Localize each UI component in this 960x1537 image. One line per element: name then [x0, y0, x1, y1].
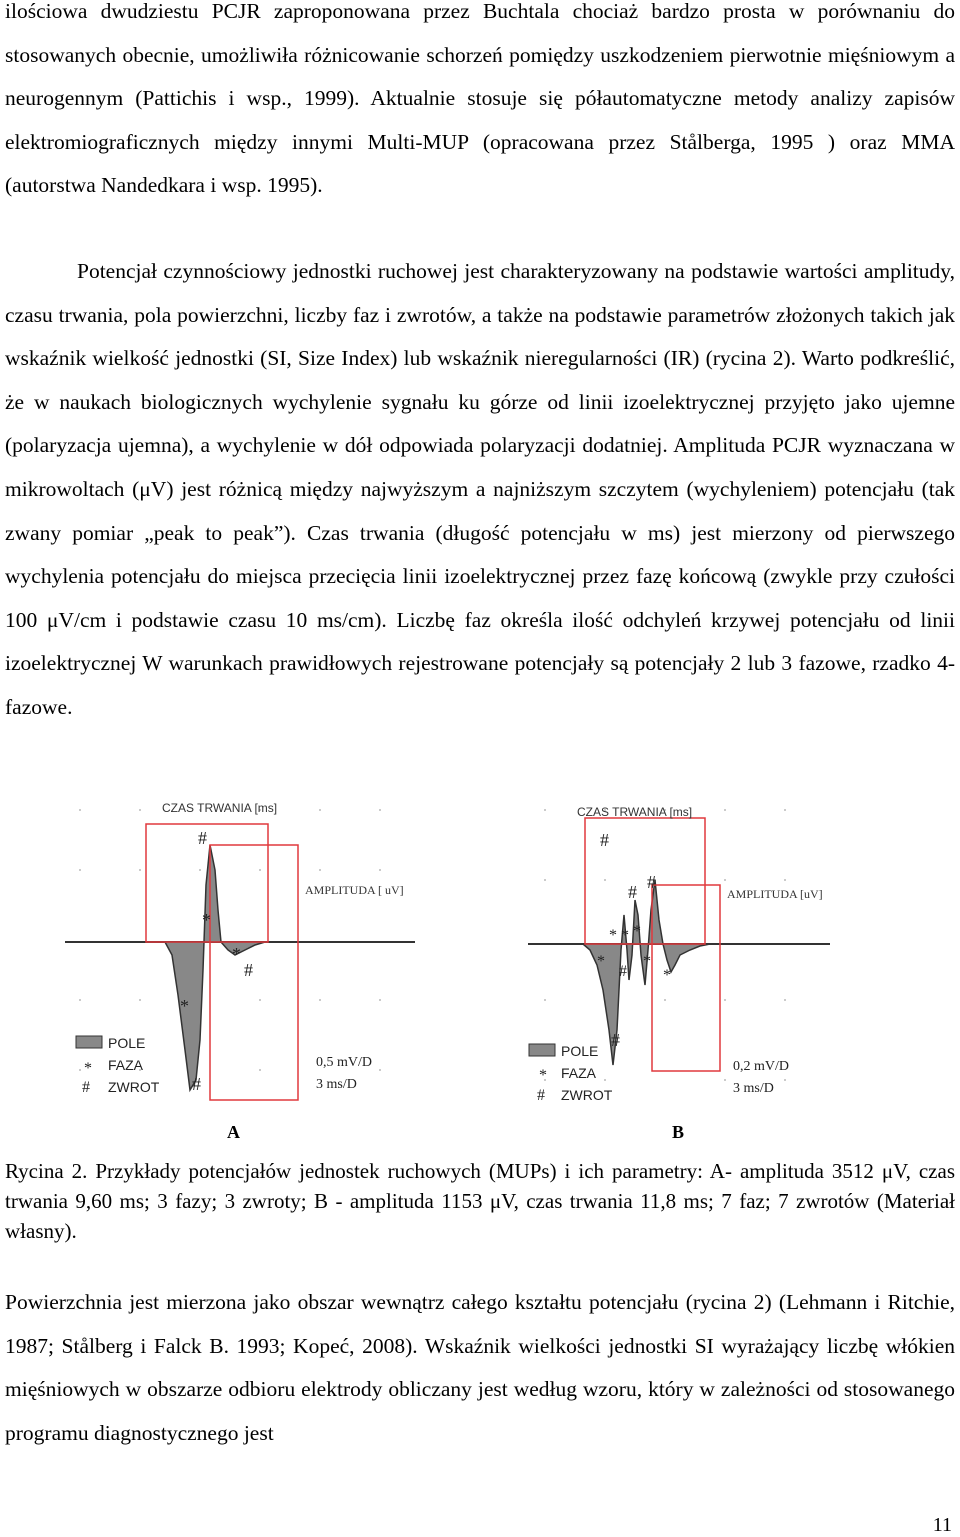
scale-time: 3 ms/D [316, 1077, 357, 1092]
figure-a [60, 790, 420, 1110]
scale-voltage: 0,5 mV/D [316, 1055, 372, 1070]
legend-zwrot: ZWROT [108, 1079, 160, 1095]
figure-b-label: B [672, 1122, 685, 1142]
hash-mark: # [619, 963, 627, 980]
star-mark: * [643, 953, 651, 970]
paragraph-mup-parameters [5, 250, 955, 730]
duration-label: CZAS TRWANIA [ms] [577, 805, 693, 819]
figure-caption: Rycina 2. Przykłady potencjałów jednostek ruchowych (MUPs) i ich parametry: A- amplituda 3512 μV, czas trwania 9,60 ms; 3 fazy; 3 zwroty; B - amplituda 1153 μV, czas trwania 11,8 ms; 7 faz; 7 zwrotów (Materiał własny). [5, 1159, 955, 1243]
legend-pole: POLE [108, 1035, 146, 1051]
star-mark: * [180, 996, 189, 1016]
star-mark: * [663, 967, 671, 984]
hash-mark: # [192, 1074, 201, 1094]
figure-b-plot [525, 790, 835, 1110]
hash-mark: # [198, 828, 207, 848]
hash-mark: # [628, 882, 637, 902]
potential-tail [221, 942, 265, 955]
legend-faza: FAZA [108, 1057, 144, 1073]
duration-label: CZAS TRWANIA [ms] [162, 801, 278, 815]
paragraph-surface [5, 1281, 955, 1455]
figure-b [525, 790, 835, 1110]
star-mark: * [202, 910, 211, 930]
star-mark: * [232, 944, 241, 964]
potential-area [165, 845, 221, 1090]
legend-pole: POLE [561, 1043, 599, 1059]
hash-mark: # [244, 960, 253, 980]
legend-star: * [84, 1060, 92, 1077]
hash-mark: # [611, 1030, 620, 1050]
amplitude-label: AMPLITUDA [ uV] [305, 883, 404, 897]
paragraph-intro [5, 0, 955, 208]
paragraph-text: ilościowa dwudziestu PCJR zaproponowana przez Buchtala chociaż bardzo prosta w porównaniu do stosowanych obecnie, umożliwiła różnicowanie schorzeń pomiędzy uszkodzeniem pierwotnie mięśniowym a neurogennym (Pattichis i wsp., 1999). Aktualnie stosuje się półautomatyczne metody analizy zapisów elektromiograficznych między innymi Multi-MUP (opracowana przez Stålberga, 1995 ) oraz MMA (autorstwa Nandedkara i wsp. 1995). [5, 0, 955, 198]
legend-hash: # [537, 1087, 545, 1104]
legend-pole-swatch [76, 1036, 102, 1048]
legend-hash: # [82, 1079, 90, 1096]
paragraph-text: Potencjał czynnościowy jednostki ruchowej jest charakteryzowany na podstawie wartości amplitudy, czasu trwania, pola powierzchni, liczby faz i zwrotów, a także na podstawie parametrów złożonych takich jak wskaźnik wielkość jednostki (SI, Size Index) lub wskaźnik nieregularności (IR) (rycina 2). Warto podkreślić, że w naukach biologicznych wychylenie sygnału ku górze od linii izoelektrycznej przyjęto jako ujemne (polaryzacja ujemna), a wychylenie w dół odpowiada polaryzacji dodatniej. Amplituda PCJR wyznaczana w mikrowoltach (μV) jest różnicą między najwyższym a najniższym szczytem (wychyleniem) potencjału (tak zwany pomiar „peak to peak”). Czas trwania (długość potencjału w ms) jest mierzony od pierwszego wychylenia potencjału do miejsca przecięcia linii izoelektrycznej przez fazę końcową (zwykle przy czułości 100 μV/cm i podstawie czasu 10 ms/cm). Liczbę faz określa ilość odchyleń krzywej potencjału od linii izoelektrycznej W warunkach prawidłowych rejestrowane potencjały są potencjały 2 lub 3 fazowe, rzadko 4- fazowe. [5, 259, 955, 719]
legend-faza: FAZA [561, 1065, 597, 1081]
scale-voltage: 0,2 mV/D [733, 1059, 789, 1074]
amplitude-label: AMPLITUDA [uV] [727, 887, 823, 901]
legend-star: * [539, 1067, 547, 1084]
legend-pole-swatch [529, 1044, 555, 1056]
figure-a-plot [60, 790, 420, 1110]
star-mark: * [621, 927, 629, 944]
legend-zwrot: ZWROT [561, 1087, 613, 1103]
figure-a-label: A [227, 1122, 240, 1142]
star-mark: * [609, 927, 617, 944]
star-mark: * [597, 953, 605, 970]
paragraph-text: Powierzchnia jest mierzona jako obszar wewnątrz całego kształtu potencjału (rycina 2) (Lehmann i Ritchie, 1987; Stålberg i Falck B. 1993; Kopeć, 2008). Wskaźnik wielkości jednostki SI wyrażający liczbę włókien mięśniowych w obszarze odbioru elektrody obliczany jest według wzoru, który w zależności od stosowanego programu diagnostycznego jest [5, 1290, 955, 1445]
page-number: 11 [932, 1514, 952, 1536]
scale-time: 3 ms/D [733, 1081, 774, 1096]
hash-mark: # [647, 872, 656, 892]
hash-mark: # [600, 830, 609, 850]
star-mark: * [633, 923, 641, 940]
amplitude-box [210, 845, 298, 1100]
